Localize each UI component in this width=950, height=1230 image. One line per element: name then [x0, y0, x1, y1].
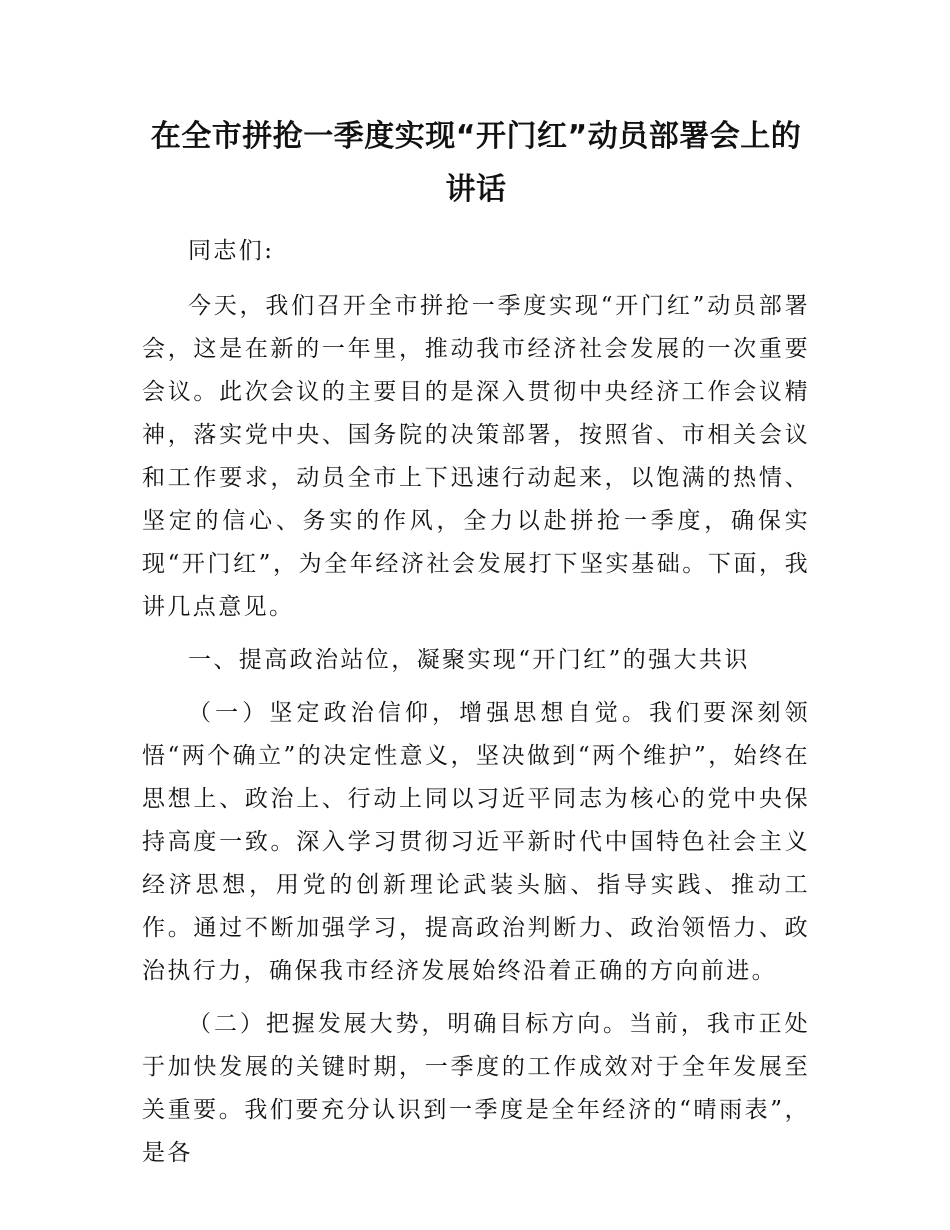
paragraph-1-2: （二）把握发展大势，明确目标方向。当前，我市正处于加快发展的关键时期，一季度的工作成效对于全年发展至关重要。我们要充分认识到一季度是全年经济的“晴雨表”，是各: [142, 1011, 810, 1166]
document-title: 在全市拼抢一季度实现“开门红”动员部署会上的讲话: [150, 119, 802, 207]
paragraph-1-1: （一）坚定政治信仰，增强思想自觉。我们要深刻领悟“两个确立”的决定性意义，坚决做到“两个维护”，始终在思想上、政治上、行动上同以习近平同志为核心的党中央保持高度一致。深入学习贯彻习近平新时代中国特色社会主义经济思想，用党的创新理论武装头脑、指导实践、推动工作。通过不断加强学习，提高政治判断力、政治领悟力、政治执行力，确保我市经济发展始终沿着正确的方向前进。: [142, 700, 810, 984]
section-heading-1: 一、提高政治站位，凝聚实现“开门红”的强大共识: [188, 647, 750, 673]
salutation: 同志们:: [188, 238, 275, 264]
document-page: [142, 110, 810, 1185]
paragraph-intro: 今天，我们召开全市拼抢一季度实现“开门红”动员部署会，这是在新的一年里，推动我市经济社会发展的一次重要会议。此次会议的主要目的是深入贯彻中央经济工作会议精神，落实党中央、国务院的决策部署，按照省、市相关会议和工作要求，动员全市上下迅速行动起来，以饱满的热情、坚定的信心、务实的作风，全力以赴拼抢一季度，确保实现“开门红”，为全年经济社会发展打下坚实基础。下面，我讲几点意见。: [142, 293, 810, 620]
